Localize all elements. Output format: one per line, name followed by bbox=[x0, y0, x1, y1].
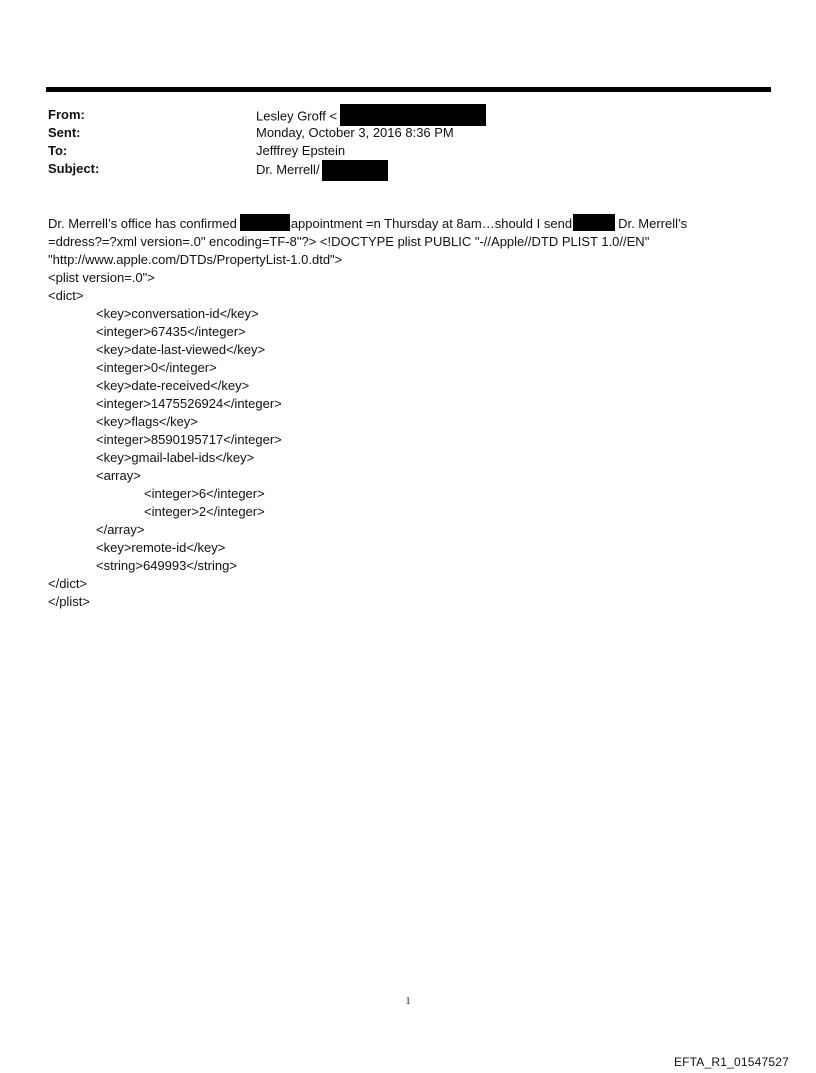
body-line: <integer>1475526924</integer> bbox=[96, 396, 282, 411]
body-line: <integer>0</integer> bbox=[96, 360, 217, 375]
sent-row bbox=[48, 124, 748, 142]
body-line: </dict> bbox=[48, 576, 88, 591]
redaction-box bbox=[240, 214, 290, 231]
body-text: appointment =n Thursday at 8am…should I send bbox=[290, 216, 573, 231]
to-label: To: bbox=[48, 143, 68, 158]
subject-row bbox=[48, 160, 748, 178]
body-line bbox=[48, 215, 768, 233]
to-row bbox=[48, 142, 748, 160]
body-line: <key>gmail-label-ids</key> bbox=[96, 450, 255, 465]
body-line: <key>flags</key> bbox=[96, 414, 198, 429]
body-line: <dict> bbox=[48, 288, 84, 303]
header-rule bbox=[46, 87, 771, 92]
email-header bbox=[48, 106, 748, 178]
body-line: <key>conversation-id</key> bbox=[96, 306, 259, 321]
sent-value: Monday, October 3, 2016 8:36 PM bbox=[256, 125, 454, 140]
body-line: </array> bbox=[96, 522, 145, 537]
to-value: Jefffrey Epstein bbox=[256, 143, 346, 158]
body-line: <integer>2</integer> bbox=[144, 504, 265, 519]
subject-value bbox=[256, 160, 388, 181]
body-line: <key>date-received</key> bbox=[96, 378, 250, 393]
body-line: =ddress?=?xml version=.0" encoding=TF-8"?> <!DOCTYPE plist PUBLIC "-//Apple//DTD PLIST 1.0//EN" bbox=[48, 234, 650, 249]
from-sender: Lesley Groff < bbox=[256, 108, 338, 124]
page-number: 1 bbox=[405, 996, 411, 1007]
bates-number: EFTA_R1_01547527 bbox=[673, 1055, 789, 1069]
subject-label: Subject: bbox=[48, 161, 100, 176]
redaction-box bbox=[322, 160, 388, 181]
email-body bbox=[48, 215, 768, 611]
sent-label: Sent: bbox=[48, 125, 81, 140]
redaction-box bbox=[573, 214, 615, 231]
body-line: <plist version=.0"> bbox=[48, 270, 155, 285]
redaction-box bbox=[340, 104, 486, 126]
body-line: <integer>67435</integer> bbox=[96, 324, 246, 339]
body-line: <key>remote-id</key> bbox=[96, 540, 226, 555]
body-line: <array> bbox=[96, 468, 141, 483]
body-line: </plist> bbox=[48, 594, 90, 609]
body-line: <integer>6</integer> bbox=[144, 486, 265, 501]
body-line: <integer>8590195717</integer> bbox=[96, 432, 282, 447]
body-text: Dr. Merrell’s office has confirmed bbox=[48, 216, 237, 231]
body-text: Dr. Merrell’s bbox=[618, 216, 688, 231]
body-line: <string>649993</string> bbox=[96, 558, 237, 573]
subject-text: Dr. Merrell/ bbox=[256, 161, 320, 177]
body-line: "http://www.apple.com/DTDs/PropertyList-1.0.dtd"> bbox=[48, 252, 343, 267]
from-label: From: bbox=[48, 107, 85, 122]
from-row bbox=[48, 106, 748, 124]
body-line: <key>date-last-viewed</key> bbox=[96, 342, 266, 357]
